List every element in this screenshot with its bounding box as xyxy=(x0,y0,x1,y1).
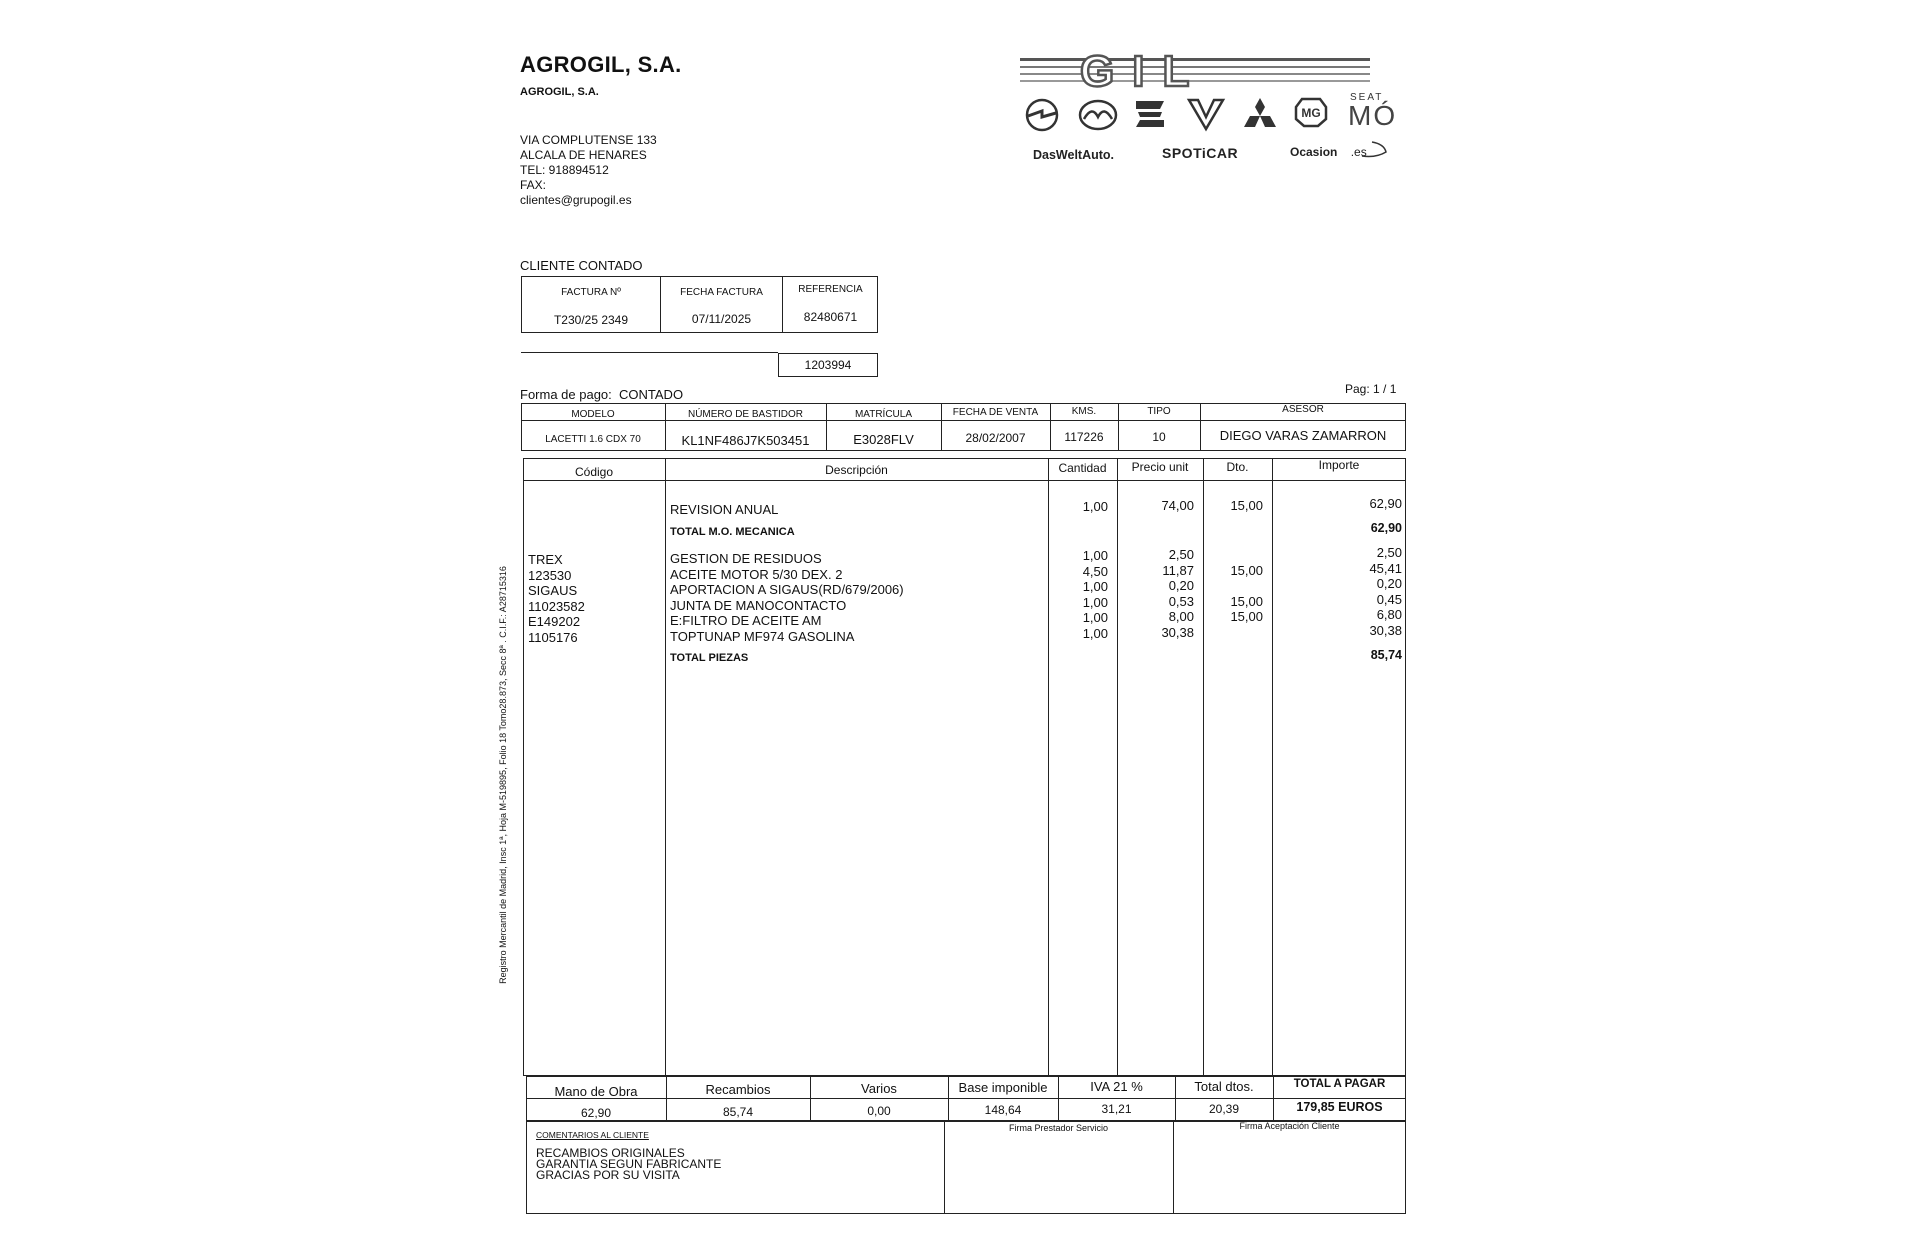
page-number: Pag: 1 / 1 xyxy=(1345,382,1397,396)
company-address xyxy=(520,133,657,208)
vehicle-matricula: E3028FLV xyxy=(853,432,914,447)
col-header-cantidad: Cantidad xyxy=(1058,461,1107,475)
part-discount xyxy=(1203,625,1263,641)
totals-total-dtos: 20,39 xyxy=(1208,1102,1240,1116)
vehicle-fecha-venta: 28/02/2007 xyxy=(965,431,1026,445)
dasweltauto-logo: DasWeltAuto. xyxy=(1033,148,1115,162)
labor-total-value: 62,90 xyxy=(1370,521,1402,535)
fecha-factura-value: 07/11/2025 xyxy=(691,312,752,326)
part-description: E:FILTRO DE ACEITE AM xyxy=(670,613,822,629)
part-amount: 45,41 xyxy=(1369,560,1402,576)
part-amount: 2,50 xyxy=(1376,545,1402,560)
vehicle-header-kms: KMS. xyxy=(1071,406,1097,417)
mitsubishi-logo-icon xyxy=(1240,95,1280,133)
part-unit-price: 0,53 xyxy=(1168,593,1194,609)
registry-text: Registro Mercantil de Madrid, Insc 1ª, Hoja M-519895, Folio 18 Tomo28.873, Secc 8ª . C.I.F.: A28715316 xyxy=(498,566,508,984)
labor-unit-price: 74,00 xyxy=(1161,498,1194,513)
part-discount: 15,00 xyxy=(1230,609,1263,625)
parts-quantities xyxy=(1048,548,1108,642)
part-unit-price: 11,87 xyxy=(1162,562,1194,578)
grupo-gil-logo xyxy=(1020,48,1370,88)
totals-header-recambios: Recambios xyxy=(705,1082,771,1097)
part-quantity: 1,00 xyxy=(1082,610,1108,626)
part-unit-price: 30,38 xyxy=(1161,624,1194,640)
totals-base-imponible: 148,64 xyxy=(984,1103,1022,1117)
parts-total-label: TOTAL PIEZAS xyxy=(670,652,749,664)
vehicle-header-matricula: MATRÍCULA xyxy=(854,409,913,420)
labor-description: REVISION ANUAL xyxy=(670,502,779,517)
totals-header-base: Base imponible xyxy=(958,1080,1048,1095)
ocasion-logo xyxy=(1290,145,1367,159)
col-header-precio: Precio unit xyxy=(1131,460,1189,474)
totals-varios: 0,00 xyxy=(867,1104,891,1118)
parts-unit-prices xyxy=(1117,547,1194,641)
part-discount: 15,00 xyxy=(1230,562,1263,578)
part-quantity: 1,00 xyxy=(1082,579,1108,595)
totals-header-iva: IVA 21 % xyxy=(1090,1079,1143,1094)
part-code: TREX xyxy=(528,552,563,567)
part-description: APORTACION A SIGAUS(RD/679/2006) xyxy=(670,582,904,598)
ocasion-text: Ocasion xyxy=(1290,145,1338,159)
payment-method xyxy=(520,387,683,402)
address-line: VIA COMPLUTENSE 133 xyxy=(520,133,657,147)
comments-text xyxy=(536,1148,721,1181)
vehicle-header-fecha-venta: FECHA DE VENTA xyxy=(952,407,1039,418)
totals-iva: 31,21 xyxy=(1101,1102,1132,1116)
referencia-value: 82480671 xyxy=(803,310,858,324)
part-amount: 6,80 xyxy=(1376,607,1402,623)
part-description: TOPTUNAP MF974 GASOLINA xyxy=(670,628,855,644)
totals-mano-obra: 62,90 xyxy=(580,1106,612,1120)
seat-logo-icon xyxy=(1132,97,1168,131)
vehicle-asesor: DIEGO VARAS ZAMARRON xyxy=(1219,428,1387,443)
svg-text:MG: MG xyxy=(1301,106,1321,120)
vehicle-header-modelo: MODELO xyxy=(571,409,615,420)
part-discount xyxy=(1203,578,1263,594)
part-code: 1105176 xyxy=(528,629,578,645)
part-amount: 0,45 xyxy=(1376,591,1402,607)
parts-descriptions xyxy=(670,551,904,645)
totals-header-mano-obra: Mano de Obra xyxy=(554,1084,638,1099)
part-quantity: 1,00 xyxy=(1082,625,1108,641)
comment-line: RECAMBIOS ORIGINALES xyxy=(536,1146,685,1160)
col-header-codigo: Código xyxy=(574,465,614,479)
car-swoosh-icon xyxy=(1360,138,1390,160)
totals-header-total-pagar: TOTAL A PAGAR xyxy=(1293,1078,1386,1090)
part-unit-price: 8,00 xyxy=(1168,609,1194,625)
col-header-dto: Dto. xyxy=(1226,460,1249,474)
mo-label: MÓ xyxy=(1348,100,1398,131)
firma-cliente-label: Firma Aceptación Cliente xyxy=(1239,1121,1340,1131)
part-code: SIGAUS xyxy=(528,583,578,599)
client-label: CLIENTE CONTADO xyxy=(520,258,643,273)
vehicle-header-tipo: TIPO xyxy=(1147,406,1171,417)
vehicle-header-bastidor: NÚMERO DE BASTIDOR xyxy=(687,409,803,420)
part-discount xyxy=(1203,547,1263,563)
part-code: 123530 xyxy=(528,567,572,583)
totals-header-total-dtos: Total dtos. xyxy=(1194,1079,1254,1094)
firma-prestador-label: Firma Prestador Servicio xyxy=(1008,1123,1109,1133)
parts-codes xyxy=(528,552,585,646)
part-description: ACEITE MOTOR 5/30 DEX. 2 xyxy=(670,566,843,582)
part-unit-price: 0,20 xyxy=(1168,578,1194,594)
cupra-logo-icon xyxy=(1186,95,1226,133)
part-quantity: 1,00 xyxy=(1082,548,1108,563)
company-name: AGROGIL, S.A. xyxy=(520,52,682,77)
part-discount: 15,00 xyxy=(1230,593,1263,609)
totals-header-varios: Varios xyxy=(861,1081,897,1096)
col-header-importe: Importe xyxy=(1318,458,1360,472)
opel-logo-icon xyxy=(1022,95,1062,135)
totals-total-pagar: 179,85 EUROS xyxy=(1296,1100,1383,1114)
labor-quantity: 1,00 xyxy=(1082,499,1108,514)
ocasion-suffix: .es xyxy=(1350,145,1367,159)
parts-discounts xyxy=(1203,547,1263,641)
company-subname: AGROGIL, S.A. xyxy=(520,86,599,98)
part-description: GESTION DE RESIDUOS xyxy=(670,551,822,566)
address-line: FAX: xyxy=(520,178,547,192)
vehicle-bastidor: KL1NF486J7K503451 xyxy=(681,433,810,448)
part-quantity: 4,50 xyxy=(1082,563,1108,579)
totals-recambios: 85,74 xyxy=(722,1105,754,1119)
col-header-descripcion: Descripción xyxy=(825,463,888,477)
referencia-label: REFERENCIA xyxy=(798,284,863,295)
factura-label: FACTURA Nº xyxy=(561,287,621,298)
part-description: JUNTA DE MANOCONTACTO xyxy=(670,597,847,613)
address-line: clientes@grupogil.es xyxy=(520,193,632,207)
fecha-factura-label: FECHA FACTURA xyxy=(680,287,763,298)
part-code: E149202 xyxy=(528,614,581,630)
labor-total-label: TOTAL M.O. MECANICA xyxy=(670,526,795,538)
factura-number: T230/25 2349 xyxy=(553,313,629,327)
labor-discount: 15,00 xyxy=(1230,498,1263,513)
parts-total-value: 85,74 xyxy=(1370,648,1402,662)
vehicle-modelo: LACETTI 1.6 CDX 70 xyxy=(545,434,641,445)
part-unit-price: 2,50 xyxy=(1168,547,1194,562)
address-line: TEL: 918894512 xyxy=(520,163,609,177)
parts-amounts xyxy=(1272,545,1402,639)
part-amount: 30,38 xyxy=(1369,622,1402,638)
mazda-logo-icon xyxy=(1076,95,1120,135)
comment-line: GARANTIA SEGUN FABRICANTE xyxy=(536,1157,722,1171)
part-code: 11023582 xyxy=(528,598,585,614)
comments-label: COMENTARIOS AL CLIENTE xyxy=(536,1130,649,1140)
spoticar-logo: SPOTiCAR xyxy=(1162,145,1239,161)
client-code: 1203994 xyxy=(804,358,852,372)
vehicle-kms: 117226 xyxy=(1064,430,1104,444)
part-quantity: 1,00 xyxy=(1082,594,1108,610)
comment-line: GRACIAS POR SU VISITA xyxy=(536,1168,680,1182)
vehicle-header-asesor: ASESOR xyxy=(1282,404,1324,415)
payment-value: CONTADO xyxy=(619,387,684,402)
vehicle-tipo: 10 xyxy=(1152,430,1166,444)
payment-label: Forma de pago: xyxy=(520,387,612,402)
mg-logo-icon xyxy=(1294,95,1328,129)
part-amount: 0,20 xyxy=(1376,576,1402,592)
labor-amount: 62,90 xyxy=(1369,496,1402,511)
address-line: ALCALA DE HENARES xyxy=(520,148,647,162)
gil-logo-text: GIL xyxy=(1080,48,1208,90)
seat-label: SEAT xyxy=(1350,92,1384,103)
